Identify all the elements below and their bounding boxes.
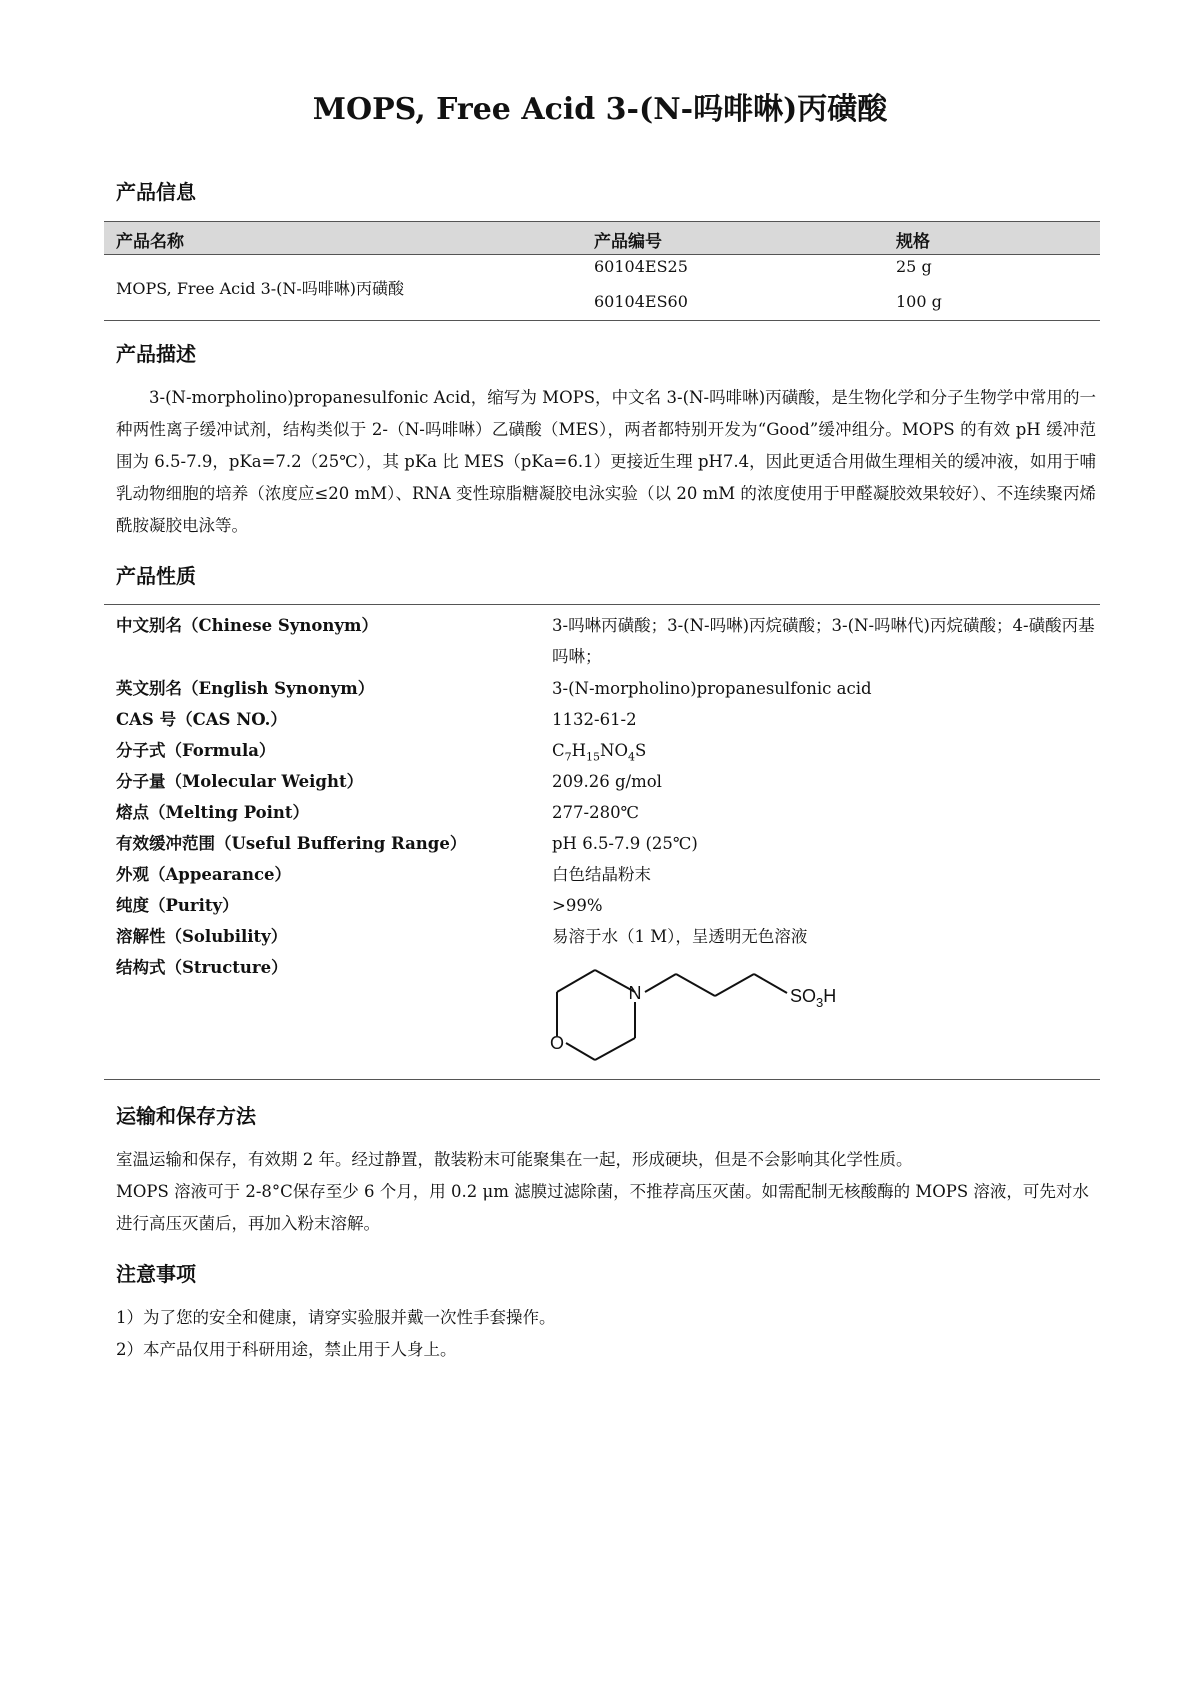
column-header-name: 产品名称 <box>116 232 184 252</box>
notes-heading: 注意事项 <box>116 1262 196 1286</box>
note-line: 2）本产品仅用于科研用途，禁止用于人身上。 <box>116 1340 457 1359</box>
column-header-size: 规格 <box>896 232 930 252</box>
property-label: 熔点（Melting Point） <box>116 803 310 822</box>
table-header <box>104 221 1100 255</box>
description-text <box>116 382 1096 542</box>
property-label: 有效缓冲范围（Useful Buffering Range） <box>116 834 467 853</box>
mops-structure-diagram <box>549 960 892 1070</box>
product-name-cell: MOPS, Free Acid 3-(N-吗啡啉)丙磺酸 <box>116 279 405 298</box>
product-info-heading: 产品信息 <box>116 180 196 204</box>
property-label: 分子量（Molecular Weight） <box>116 772 364 791</box>
properties-heading: 产品性质 <box>116 564 196 588</box>
property-label: 英文别名（English Synonym） <box>116 679 375 698</box>
property-value: 3-吗啉丙磺酸；3-(N-吗啉)丙烷磺酸；3-(N-吗啉代)丙烷磺酸；4-磺酸丙基吗啉； <box>552 616 1095 666</box>
property-value: pH 6.5-7.9 (25℃) <box>552 834 698 853</box>
structure-bonds <box>557 970 787 1060</box>
product-code-cell: 60104ES25 <box>594 257 688 276</box>
property-label: CAS 号（CAS NO.） <box>116 710 287 729</box>
property-label: 分子式（Formula） <box>116 741 276 760</box>
property-value-formula: $C_7H_{15}NO_4S$ <box>552 741 647 764</box>
product-size-cell: 25 g <box>896 257 932 276</box>
storage-heading: 运输和保存方法 <box>116 1104 256 1128</box>
property-label: 中文别名（Chinese Synonym） <box>116 616 378 635</box>
properties-bottom-rule <box>104 1079 1100 1080</box>
document-title: MOPS, Free Acid 3-(N-吗啡啉)丙磺酸 <box>312 92 888 127</box>
description-paragraph: 3-(N-morpholino)propanesulfonic Acid，缩写为 MOPS，中文名 3-(N-吗啡啉)丙磺酸，是生物化学和分子生物学中常用的一种两性离子缓冲试剂，结构类似于 2-（N-吗啡啉）乙磺酸（MES），两者都特别开发为“Good”缓冲组分。MOPS 的有效 pH 缓冲范围为 6.5-7.9，pKa=7.2（25℃），其 pKa 比 MES（pKa=6.1）更接近生理 pH7.4，因此更适合用做生理相关的缓冲液，如用于哺乳动物细胞的培养（浓度应≤20 mM）、RNA 变性琼脂糖凝胶电泳实验（以 20 mM 的浓度使用于甲醛凝胶效果较好）、不连续聚丙烯酰胺凝胶电泳等。 <box>116 388 1096 535</box>
property-label: 结构式（Structure） <box>116 958 288 977</box>
sulfonic-acid-label: $SO_3H$ <box>790 986 837 1010</box>
column-header-code: 产品编号 <box>594 232 662 252</box>
property-value: 209.26 g/mol <box>552 772 662 791</box>
property-value: 白色结晶粉末 <box>552 865 651 884</box>
notes-text <box>116 1302 1096 1366</box>
table-body <box>104 254 1100 321</box>
property-value: 3-(N-morpholino)propanesulfonic acid <box>552 679 872 698</box>
property-value: >99% <box>552 896 603 915</box>
storage-text <box>116 1144 1096 1240</box>
description-heading: 产品描述 <box>116 342 196 366</box>
properties-top-rule <box>104 604 1100 605</box>
property-label: 溶解性（Solubility） <box>116 927 288 946</box>
product-size-cell: 100 g <box>896 292 942 311</box>
property-label: 外观（Appearance） <box>116 865 291 884</box>
property-value: 1132-61-2 <box>552 710 637 729</box>
storage-line: MOPS 溶液可于 2-8°C保存至少 6 个月，用 0.2 μm 滤膜过滤除菌，不推荐高压灭菌。如需配制无核酸酶的 MOPS 溶液，可先对水进行高压灭菌后，再加入粉末溶解。 <box>116 1182 1089 1233</box>
property-value: 277-280℃ <box>552 803 640 822</box>
nitrogen-atom-label: N <box>628 983 642 1003</box>
storage-line: 室温运输和保存，有效期 2 年。经过静置，散装粉末可能聚集在一起，形成硬块，但是不会影响其化学性质。 <box>116 1150 913 1169</box>
product-code-cell: 60104ES60 <box>594 292 688 311</box>
property-value: 易溶于水（1 M），呈透明无色溶液 <box>552 927 808 946</box>
oxygen-atom-label: O <box>549 1033 565 1053</box>
note-line: 1）为了您的安全和健康，请穿实验服并戴一次性手套操作。 <box>116 1308 556 1327</box>
property-label: 纯度（Purity） <box>116 896 239 915</box>
